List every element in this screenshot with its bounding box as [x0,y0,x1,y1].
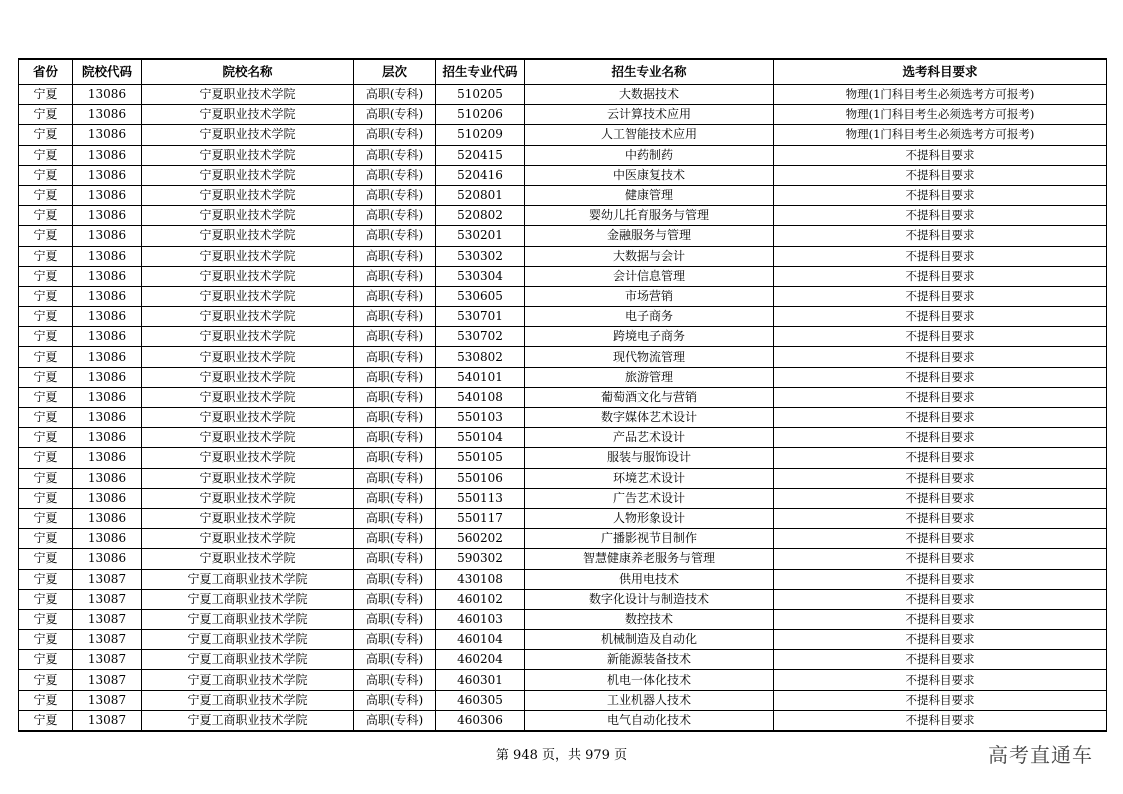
cell-province: 宁夏 [19,549,73,569]
cell-level: 高职(专科) [354,690,436,710]
cell-subject-requirement: 不提科目要求 [774,286,1107,306]
cell-school-name: 宁夏工商职业技术学院 [142,670,354,690]
cell-province: 宁夏 [19,508,73,528]
cell-province: 宁夏 [19,428,73,448]
cell-major-name: 跨境电子商务 [525,327,774,347]
cell-province: 宁夏 [19,85,73,105]
table-row [19,549,1107,569]
cell-school-code: 13086 [73,266,142,286]
cell-school-name: 宁夏职业技术学院 [142,347,354,367]
cell-school-code: 13086 [73,246,142,266]
cell-school-name: 宁夏职业技术学院 [142,327,354,347]
cell-major-name: 健康管理 [525,185,774,205]
cell-school-code: 13086 [73,85,142,105]
cell-major-code: 460204 [436,650,525,670]
cell-subject-requirement: 不提科目要求 [774,650,1107,670]
cell-major-code: 550106 [436,468,525,488]
cell-major-name: 电气自动化技术 [525,710,774,731]
table-row [19,448,1107,468]
cell-level: 高职(专科) [354,448,436,468]
table-row [19,206,1107,226]
cell-level: 高职(专科) [354,286,436,306]
cell-school-name: 宁夏工商职业技术学院 [142,650,354,670]
cell-subject-requirement: 不提科目要求 [774,448,1107,468]
cell-school-name: 宁夏职业技术学院 [142,468,354,488]
cell-school-code: 13087 [73,609,142,629]
header-subject-requirement: 选考科目要求 [774,59,1107,85]
cell-school-code: 13087 [73,650,142,670]
table-row [19,630,1107,650]
cell-major-name: 环境艺术设计 [525,468,774,488]
cell-province: 宁夏 [19,529,73,549]
cell-school-name: 宁夏职业技术学院 [142,125,354,145]
cell-level: 高职(专科) [354,609,436,629]
cell-school-name: 宁夏职业技术学院 [142,387,354,407]
cell-major-code: 460306 [436,710,525,731]
header-major-code: 招生专业代码 [436,59,525,85]
cell-major-code: 550103 [436,408,525,428]
cell-level: 高职(专科) [354,367,436,387]
cell-subject-requirement: 物理(1门科目考生必须选考方可报考) [774,125,1107,145]
cell-major-code: 520416 [436,165,525,185]
cell-level: 高职(专科) [354,347,436,367]
table-row [19,508,1107,528]
cell-level: 高职(专科) [354,105,436,125]
cell-major-code: 530701 [436,307,525,327]
cell-school-code: 13086 [73,367,142,387]
cell-school-code: 13086 [73,387,142,407]
cell-major-code: 540101 [436,367,525,387]
cell-school-name: 宁夏职业技术学院 [142,145,354,165]
cell-subject-requirement: 不提科目要求 [774,670,1107,690]
table-row [19,165,1107,185]
cell-major-name: 人工智能技术应用 [525,125,774,145]
cell-major-code: 550117 [436,508,525,528]
table-row [19,488,1107,508]
cell-province: 宁夏 [19,206,73,226]
cell-subject-requirement: 不提科目要求 [774,589,1107,609]
cell-subject-requirement: 不提科目要求 [774,488,1107,508]
cell-major-name: 机电一体化技术 [525,670,774,690]
cell-level: 高职(专科) [354,468,436,488]
cell-major-name: 工业机器人技术 [525,690,774,710]
cell-major-name: 新能源装备技术 [525,650,774,670]
page-number: 第 948 页，共 979 页 [495,748,628,763]
cell-major-code: 590302 [436,549,525,569]
cell-school-code: 13087 [73,630,142,650]
cell-school-code: 13087 [73,670,142,690]
table-row [19,468,1107,488]
cell-level: 高职(专科) [354,630,436,650]
cell-major-name: 金融服务与管理 [525,226,774,246]
cell-school-name: 宁夏职业技术学院 [142,185,354,205]
cell-major-code: 530605 [436,286,525,306]
cell-school-code: 13086 [73,105,142,125]
cell-major-name: 大数据与会计 [525,246,774,266]
cell-level: 高职(专科) [354,145,436,165]
cell-major-name: 服装与服饰设计 [525,448,774,468]
cell-subject-requirement: 不提科目要求 [774,307,1107,327]
cell-level: 高职(专科) [354,670,436,690]
cell-subject-requirement: 不提科目要求 [774,468,1107,488]
cell-school-code: 13086 [73,529,142,549]
table-row [19,347,1107,367]
cell-subject-requirement: 不提科目要求 [774,266,1107,286]
cell-school-code: 13086 [73,448,142,468]
cell-subject-requirement: 不提科目要求 [774,710,1107,731]
cell-province: 宁夏 [19,448,73,468]
cell-province: 宁夏 [19,266,73,286]
cell-school-name: 宁夏职业技术学院 [142,408,354,428]
cell-school-code: 13086 [73,125,142,145]
cell-province: 宁夏 [19,226,73,246]
cell-school-name: 宁夏职业技术学院 [142,286,354,306]
cell-school-name: 宁夏职业技术学院 [142,367,354,387]
table-row [19,428,1107,448]
cell-subject-requirement: 不提科目要求 [774,145,1107,165]
cell-level: 高职(专科) [354,508,436,528]
table-row [19,246,1107,266]
cell-school-name: 宁夏工商职业技术学院 [142,690,354,710]
table-row [19,710,1107,731]
table-row [19,145,1107,165]
cell-level: 高职(专科) [354,266,436,286]
cell-province: 宁夏 [19,165,73,185]
cell-major-code: 520801 [436,185,525,205]
cell-level: 高职(专科) [354,488,436,508]
cell-major-code: 550105 [436,448,525,468]
table-header [19,59,1107,85]
cell-major-name: 现代物流管理 [525,347,774,367]
table-row [19,367,1107,387]
table-row [19,670,1107,690]
cell-school-code: 13087 [73,710,142,731]
cell-level: 高职(专科) [354,125,436,145]
cell-major-name: 广播影视节目制作 [525,529,774,549]
cell-subject-requirement: 不提科目要求 [774,246,1107,266]
cell-major-name: 数控技术 [525,609,774,629]
cell-province: 宁夏 [19,630,73,650]
cell-level: 高职(专科) [354,650,436,670]
admission-table [18,58,1107,732]
cell-province: 宁夏 [19,589,73,609]
table-row [19,286,1107,306]
cell-level: 高职(专科) [354,85,436,105]
cell-school-code: 13086 [73,408,142,428]
cell-level: 高职(专科) [354,165,436,185]
table-row [19,185,1107,205]
cell-major-code: 530304 [436,266,525,286]
cell-province: 宁夏 [19,286,73,306]
cell-school-name: 宁夏工商职业技术学院 [142,589,354,609]
cell-province: 宁夏 [19,690,73,710]
cell-major-code: 550113 [436,488,525,508]
cell-school-code: 13086 [73,327,142,347]
table-row [19,690,1107,710]
table-body [19,85,1107,732]
cell-school-code: 13086 [73,488,142,508]
cell-level: 高职(专科) [354,246,436,266]
cell-province: 宁夏 [19,145,73,165]
cell-major-name: 旅游管理 [525,367,774,387]
cell-school-code: 13086 [73,145,142,165]
cell-province: 宁夏 [19,367,73,387]
cell-school-name: 宁夏职业技术学院 [142,226,354,246]
table-row [19,307,1107,327]
cell-level: 高职(专科) [354,589,436,609]
cell-subject-requirement: 不提科目要求 [774,569,1107,589]
cell-major-code: 520802 [436,206,525,226]
table-row [19,408,1107,428]
cell-level: 高职(专科) [354,549,436,569]
table-row [19,569,1107,589]
cell-subject-requirement: 不提科目要求 [774,367,1107,387]
cell-subject-requirement: 不提科目要求 [774,549,1107,569]
table-row [19,105,1107,125]
cell-school-name: 宁夏职业技术学院 [142,246,354,266]
cell-subject-requirement: 不提科目要求 [774,226,1107,246]
cell-major-code: 520415 [436,145,525,165]
cell-school-name: 宁夏职业技术学院 [142,85,354,105]
cell-province: 宁夏 [19,488,73,508]
cell-province: 宁夏 [19,468,73,488]
cell-level: 高职(专科) [354,307,436,327]
cell-major-code: 540108 [436,387,525,407]
cell-level: 高职(专科) [354,408,436,428]
cell-major-code: 430108 [436,569,525,589]
cell-major-code: 510209 [436,125,525,145]
cell-province: 宁夏 [19,650,73,670]
cell-subject-requirement: 物理(1门科目考生必须选考方可报考) [774,85,1107,105]
cell-level: 高职(专科) [354,710,436,731]
table-row [19,529,1107,549]
cell-school-name: 宁夏职业技术学院 [142,206,354,226]
table-row [19,387,1107,407]
cell-major-code: 530201 [436,226,525,246]
cell-level: 高职(专科) [354,387,436,407]
header-row [19,59,1107,85]
cell-subject-requirement: 物理(1门科目考生必须选考方可报考) [774,105,1107,125]
cell-subject-requirement: 不提科目要求 [774,165,1107,185]
cell-province: 宁夏 [19,125,73,145]
cell-province: 宁夏 [19,609,73,629]
cell-major-code: 510206 [436,105,525,125]
cell-subject-requirement: 不提科目要求 [774,609,1107,629]
watermark-logo-text: 高考直通车 [988,743,1093,767]
cell-province: 宁夏 [19,569,73,589]
cell-school-code: 13086 [73,185,142,205]
table-row [19,226,1107,246]
cell-level: 高职(专科) [354,569,436,589]
cell-school-name: 宁夏职业技术学院 [142,428,354,448]
cell-level: 高职(专科) [354,206,436,226]
cell-major-code: 460102 [436,589,525,609]
cell-school-code: 13086 [73,508,142,528]
cell-subject-requirement: 不提科目要求 [774,508,1107,528]
cell-province: 宁夏 [19,347,73,367]
header-major-name: 招生专业名称 [525,59,774,85]
cell-major-name: 数字化设计与制造技术 [525,589,774,609]
table-row [19,650,1107,670]
header-province: 省份 [19,59,73,85]
cell-province: 宁夏 [19,710,73,731]
table-row [19,125,1107,145]
cell-subject-requirement: 不提科目要求 [774,690,1107,710]
cell-major-code: 530702 [436,327,525,347]
cell-major-name: 大数据技术 [525,85,774,105]
table-row [19,327,1107,347]
cell-major-code: 530802 [436,347,525,367]
cell-subject-requirement: 不提科目要求 [774,206,1107,226]
cell-major-name: 数字媒体艺术设计 [525,408,774,428]
cell-school-code: 13087 [73,589,142,609]
cell-school-name: 宁夏职业技术学院 [142,529,354,549]
cell-school-code: 13087 [73,569,142,589]
cell-level: 高职(专科) [354,185,436,205]
cell-school-code: 13086 [73,226,142,246]
cell-school-name: 宁夏职业技术学院 [142,266,354,286]
cell-major-name: 机械制造及自动化 [525,630,774,650]
cell-school-code: 13086 [73,307,142,327]
cell-major-name: 智慧健康养老服务与管理 [525,549,774,569]
cell-major-name: 婴幼儿托育服务与管理 [525,206,774,226]
cell-school-name: 宁夏工商职业技术学院 [142,569,354,589]
cell-school-code: 13086 [73,428,142,448]
cell-school-code: 13086 [73,468,142,488]
cell-province: 宁夏 [19,185,73,205]
cell-major-code: 460301 [436,670,525,690]
cell-school-code: 13086 [73,549,142,569]
table-row [19,609,1107,629]
cell-major-name: 电子商务 [525,307,774,327]
cell-major-name: 云计算技术应用 [525,105,774,125]
cell-province: 宁夏 [19,307,73,327]
header-school-code: 院校代码 [73,59,142,85]
cell-school-name: 宁夏职业技术学院 [142,105,354,125]
cell-subject-requirement: 不提科目要求 [774,387,1107,407]
cell-school-name: 宁夏职业技术学院 [142,307,354,327]
cell-school-name: 宁夏职业技术学院 [142,448,354,468]
cell-province: 宁夏 [19,387,73,407]
cell-major-name: 会计信息管理 [525,266,774,286]
cell-major-code: 560202 [436,529,525,549]
cell-province: 宁夏 [19,105,73,125]
cell-major-code: 460305 [436,690,525,710]
cell-major-name: 中医康复技术 [525,165,774,185]
cell-major-name: 葡萄酒文化与营销 [525,387,774,407]
header-level: 层次 [354,59,436,85]
cell-school-name: 宁夏工商职业技术学院 [142,609,354,629]
cell-subject-requirement: 不提科目要求 [774,327,1107,347]
cell-level: 高职(专科) [354,226,436,246]
cell-major-name: 人物形象设计 [525,508,774,528]
table-row [19,266,1107,286]
cell-school-code: 13086 [73,206,142,226]
cell-major-code: 510205 [436,85,525,105]
table-row [19,589,1107,609]
cell-major-name: 供用电技术 [525,569,774,589]
cell-level: 高职(专科) [354,529,436,549]
cell-school-code: 13087 [73,690,142,710]
cell-school-code: 13086 [73,347,142,367]
table-row [19,85,1107,105]
cell-major-code: 530302 [436,246,525,266]
cell-province: 宁夏 [19,670,73,690]
cell-subject-requirement: 不提科目要求 [774,408,1107,428]
cell-major-name: 中药制药 [525,145,774,165]
cell-subject-requirement: 不提科目要求 [774,428,1107,448]
cell-subject-requirement: 不提科目要求 [774,630,1107,650]
cell-school-name: 宁夏工商职业技术学院 [142,710,354,731]
cell-major-code: 460104 [436,630,525,650]
cell-major-code: 460103 [436,609,525,629]
cell-school-name: 宁夏职业技术学院 [142,549,354,569]
cell-level: 高职(专科) [354,428,436,448]
cell-major-name: 产品艺术设计 [525,428,774,448]
cell-subject-requirement: 不提科目要求 [774,185,1107,205]
cell-province: 宁夏 [19,246,73,266]
cell-major-code: 550104 [436,428,525,448]
cell-subject-requirement: 不提科目要求 [774,529,1107,549]
cell-level: 高职(专科) [354,327,436,347]
cell-school-code: 13086 [73,286,142,306]
cell-school-name: 宁夏职业技术学院 [142,488,354,508]
cell-school-name: 宁夏工商职业技术学院 [142,630,354,650]
cell-subject-requirement: 不提科目要求 [774,347,1107,367]
cell-province: 宁夏 [19,327,73,347]
cell-school-code: 13086 [73,165,142,185]
cell-major-name: 市场营销 [525,286,774,306]
cell-school-name: 宁夏职业技术学院 [142,165,354,185]
header-school-name: 院校名称 [142,59,354,85]
cell-school-name: 宁夏职业技术学院 [142,508,354,528]
cell-province: 宁夏 [19,408,73,428]
cell-major-name: 广告艺术设计 [525,488,774,508]
